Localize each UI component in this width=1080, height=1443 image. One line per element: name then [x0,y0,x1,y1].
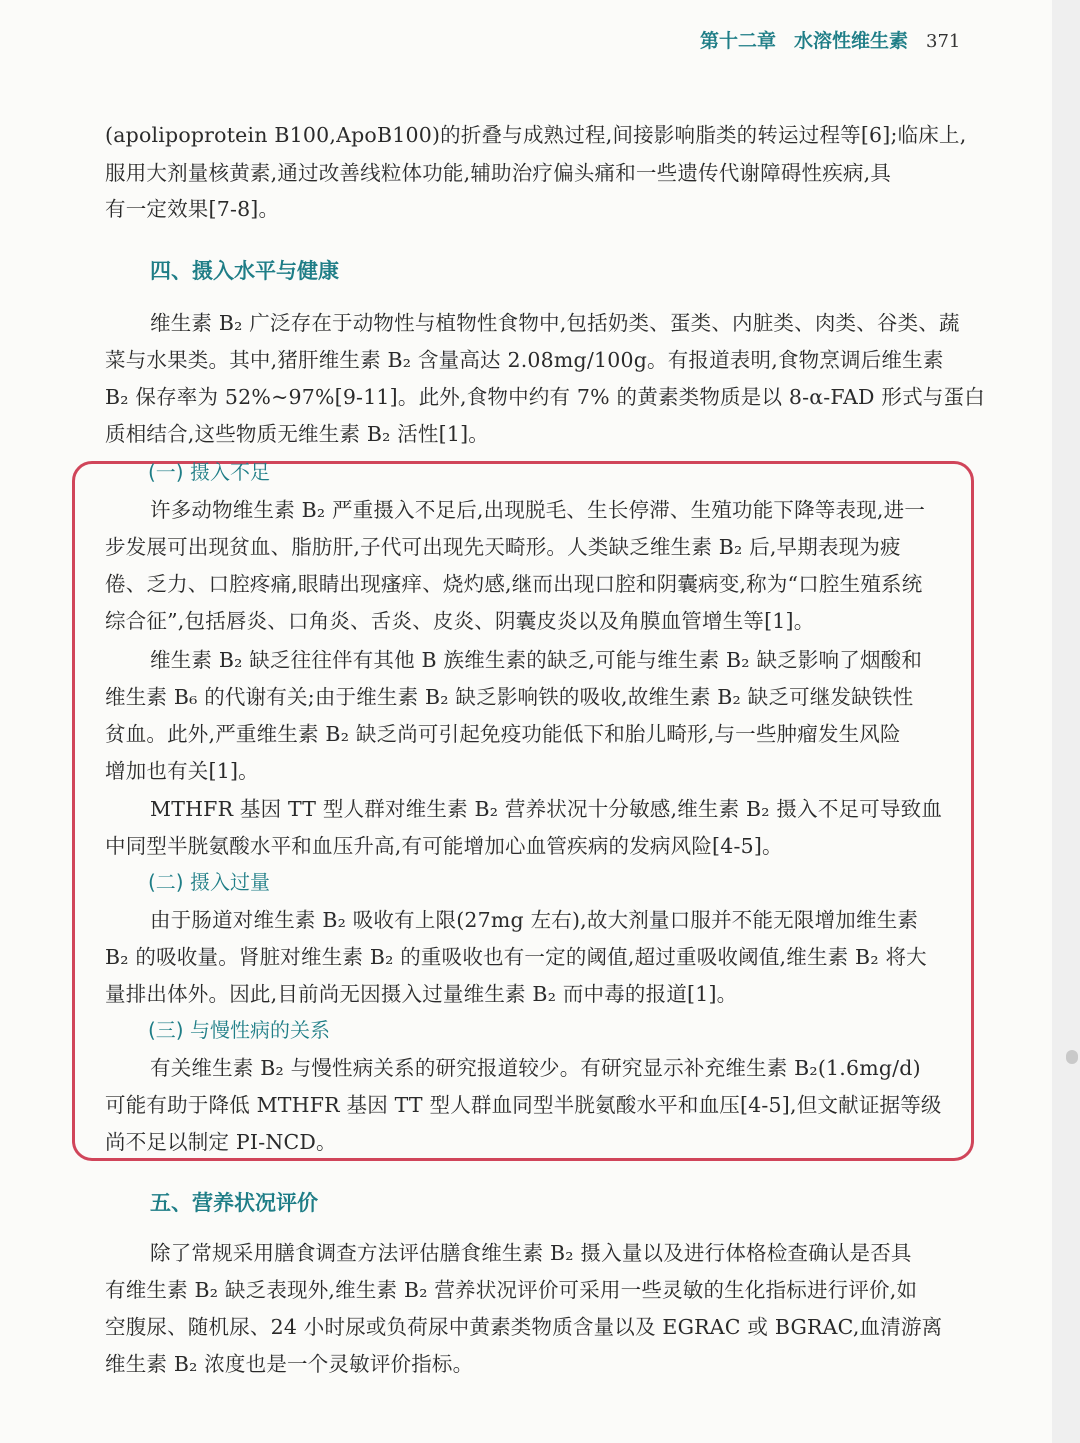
running-header [700,26,960,54]
intro-line: 有一定效果[7-8]。 [105,197,280,221]
sub2-line: 量排出体外。因此,目前尚无因摄入过量维生素 B₂ 而中毒的报道[1]。 [105,982,738,1006]
section4-line: B₂ 保存率为 52%~97%[9-11]。此外,食物中约有 7% 的黄素类物质是以 8-α-FAD 形式与蛋白 [105,385,985,409]
scrollbar-thumb[interactable] [1066,1050,1078,1064]
intro-line: (apolipoprotein B100,ApoB100)的折叠与成熟过程,间接影响脂类的转运过程等[6];临床上, [105,123,967,147]
sub1-line: 维生素 B₂ 缺乏往往伴有其他 B 族维生素的缺乏,可能与维生素 B₂ 缺乏影响了烟酸和 [150,648,923,672]
section-heading-4: 四、摄入水平与健康 [150,259,339,283]
section4-line: 质相结合,这些物质无维生素 B₂ 活性[1]。 [105,422,489,446]
sub1-line: MTHFR 基因 TT 型人群对维生素 B₂ 营养状况十分敏感,维生素 B₂ 摄入不足可导致血 [150,797,943,821]
intro-line: 服用大剂量核黄素,通过改善线粒体功能,辅助治疗偏头痛和一些遗传代谢障碍性疾病,具 [105,161,892,185]
chapter-title: 水溶性维生素 [794,30,909,52]
section-heading-5: 五、营养状况评价 [150,1191,318,1215]
section4-line: 菜与水果类。其中,猪肝维生素 B₂ 含量高达 2.08mg/100g。有报道表明,食物烹调后维生素 [105,348,944,372]
page-number: 371 [926,31,961,52]
section5-line: 空腹尿、随机尿、24 小时尿或负荷尿中黄素类物质含量以及 EGRAC 或 BGRAC,血清游离 [105,1315,943,1339]
scrollbar[interactable] [1052,0,1080,1443]
sub1-line: 步发展可出现贫血、脂肪肝,子代可出现先天畸形。人类缺乏维生素 B₂ 后,早期表现为疲 [105,535,901,559]
sub1-line: 许多动物维生素 B₂ 严重摄入不足后,出现脱毛、生长停滞、生殖功能下降等表现,进一 [150,498,926,522]
sub3-line: 可能有助于降低 MTHFR 基因 TT 型人群血同型半胱氨酸水平和血压[4-5],但文献证据等级 [105,1093,942,1117]
section4-line: 维生素 B₂ 广泛存在于动物性与植物性食物中,包括奶类、蛋类、内脏类、肉类、谷类、蔬 [150,311,960,335]
section5-line: 有维生素 B₂ 缺乏表现外,维生素 B₂ 营养状况评价可采用一些灵敏的生化指标进行评价,如 [105,1278,918,1302]
subsection-heading-3: (三) 与慢性病的关系 [148,1018,330,1042]
chapter-label: 第十二章 [700,30,777,52]
sub2-line: B₂ 的吸收量。肾脏对维生素 B₂ 的重吸收也有一定的阈值,超过重吸收阈值,维生素 B₂ 将大 [105,945,927,969]
subsection-heading-1: (一) 摄入不足 [148,460,270,483]
sub3-line: 有关维生素 B₂ 与慢性病关系的研究报道较少。有研究显示补充维生素 B₂(1.6mg/d) [150,1056,921,1080]
section5-line: 除了常规采用膳食调查方法评估膳食维生素 B₂ 摄入量以及进行体格检查确认是否具 [150,1241,912,1265]
sub1-line: 增加也有关[1]。 [105,759,259,783]
sub1-line: 中同型半胱氨酸水平和血压升高,有可能增加心血管疾病的发病风险[4-5]。 [105,834,783,858]
sub2-line: 由于肠道对维生素 B₂ 吸收有上限(27mg 左右),故大剂量口服并不能无限增加维生素 [150,908,919,932]
sub1-line: 综合征”,包括唇炎、口角炎、舌炎、皮炎、阴囊皮炎以及角膜血管增生等[1]。 [105,609,815,633]
sub3-line: 尚不足以制定 PI-NCD。 [105,1130,337,1154]
subsection-heading-2: (二) 摄入过量 [148,870,270,894]
sub1-line: 维生素 B₆ 的代谢有关;由于维生素 B₂ 缺乏影响铁的吸收,故维生素 B₂ 缺乏可继发缺铁性 [105,685,914,709]
section5-line: 维生素 B₂ 浓度也是一个灵敏评价指标。 [105,1352,474,1376]
sub1-line: 贫血。此外,严重维生素 B₂ 缺乏尚可引起免疫功能低下和胎儿畸形,与一些肿瘤发生风险 [105,722,901,746]
sub1-line: 倦、乏力、口腔疼痛,眼睛出现瘙痒、烧灼感,继而出现口腔和阴囊病变,称为“口腔生殖系统 [105,572,923,596]
